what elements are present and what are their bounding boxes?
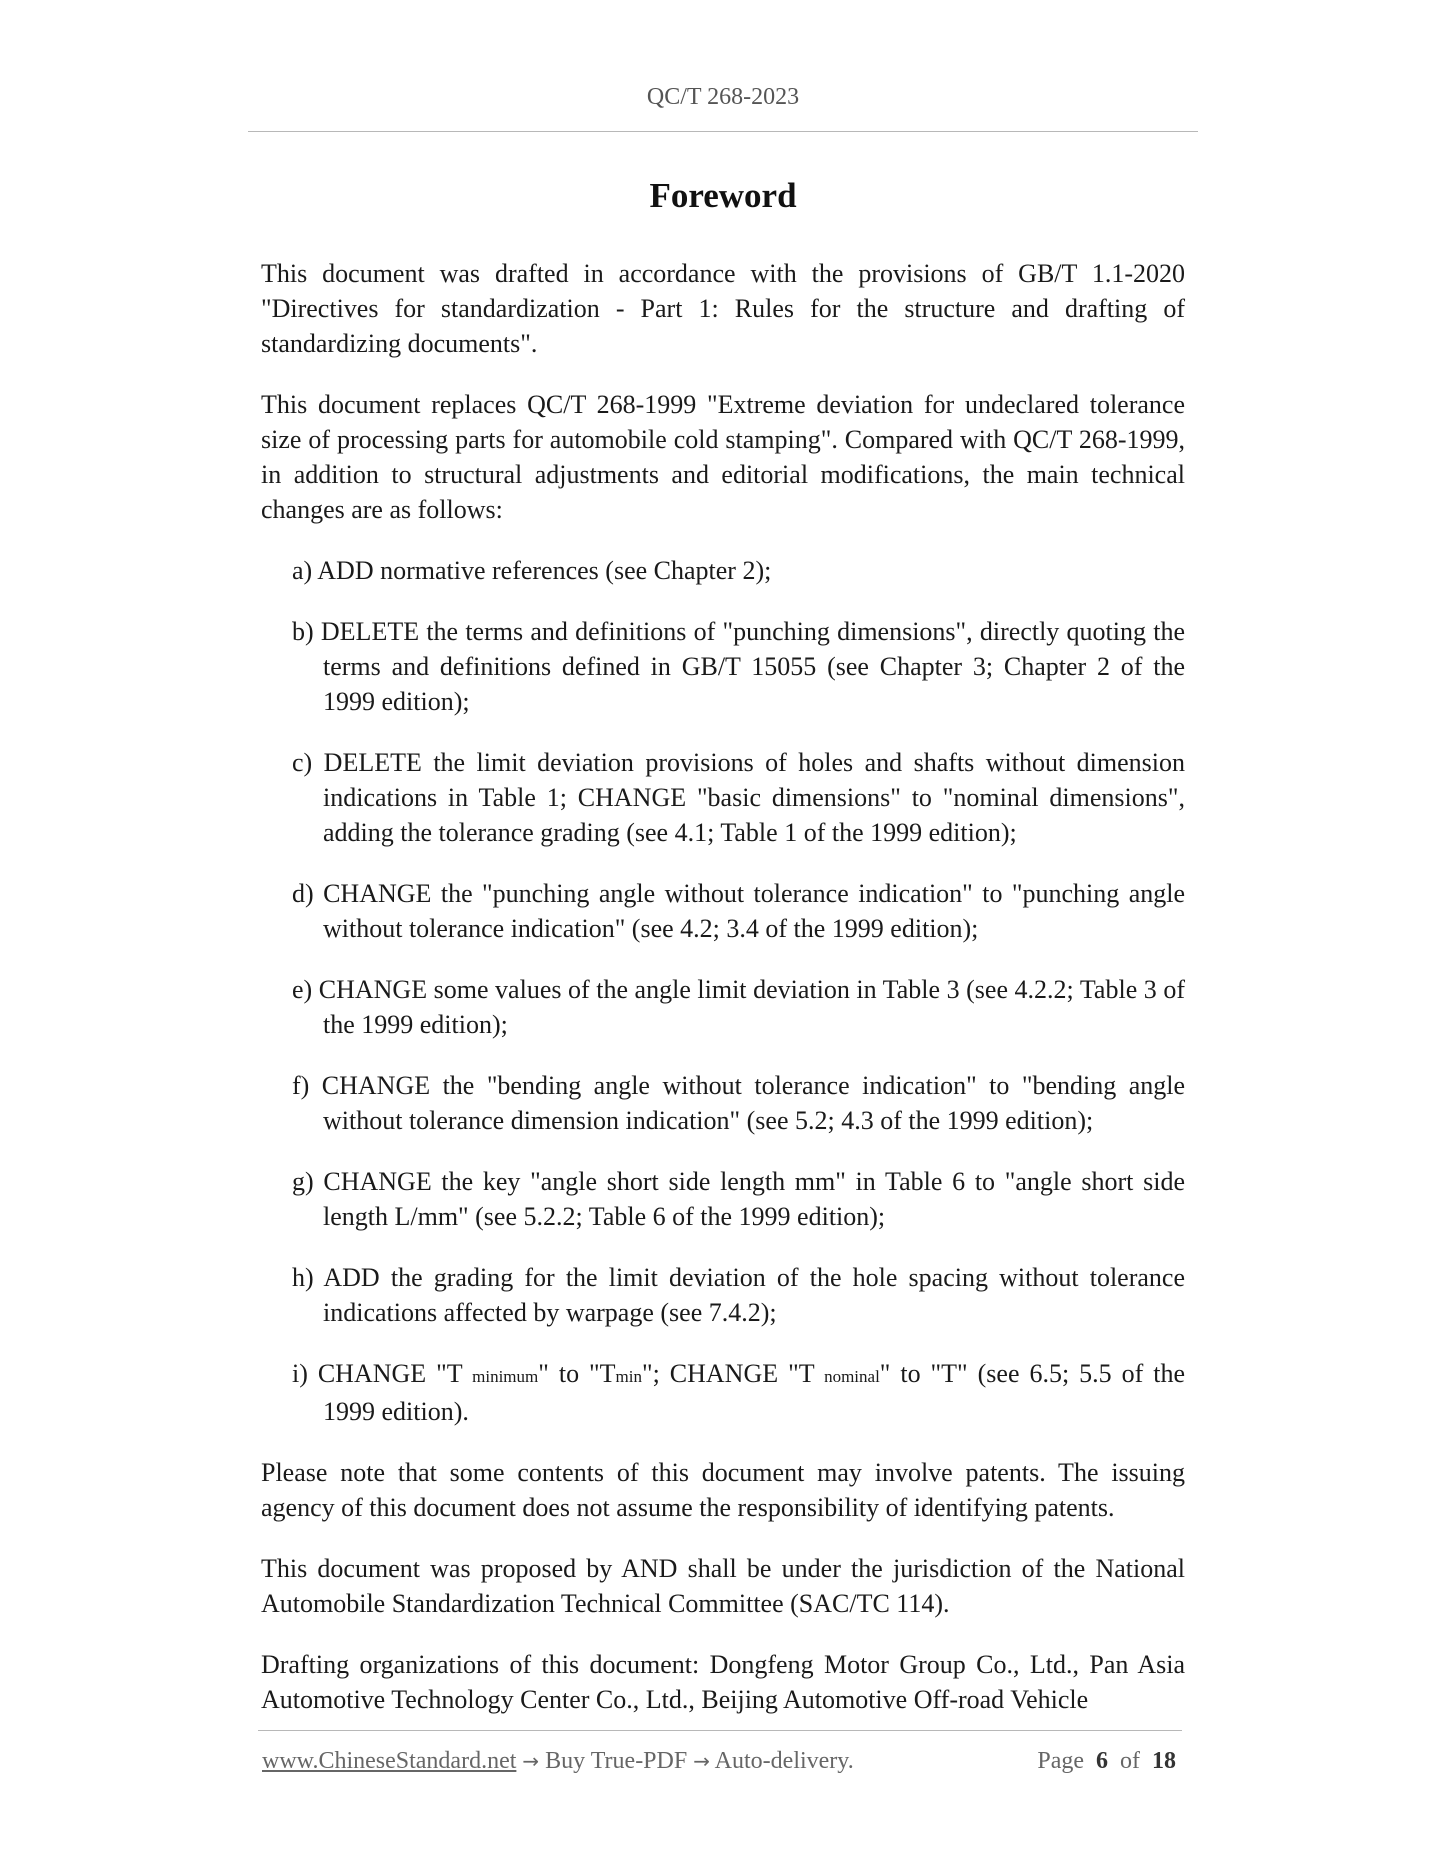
page-label: Page (1037, 1748, 1084, 1774)
change-item-f: f) CHANGE the "bending angle without tolerance indication" to "bending angle without tolerance dimension indication" (see 5.2; 4.3 of the 1999 edition); (292, 1071, 1185, 1135)
page-of-label: of (1120, 1748, 1140, 1774)
page-indicator (1037, 1748, 1176, 1775)
change-item-e: e) CHANGE some values of the angle limit deviation in Table 3 (see 4.2.2; Table 3 of the 1999 edition); (292, 975, 1185, 1039)
change-i-text-3: "; CHANGE "T (641, 1359, 825, 1388)
page-title: Foreword (649, 176, 797, 215)
paragraph-jurisdiction: This document was proposed by AND shall be under the jurisdiction of the National Automobile Standardization Technical Committee (SAC/TC 114). (261, 1554, 1185, 1618)
change-i-text-1: i) CHANGE "T (292, 1359, 473, 1388)
page-footer (262, 1748, 1176, 1775)
footer-buy-text: Buy True-PDF (545, 1748, 688, 1774)
change-item-c: c) DELETE the limit deviation provisions of holes and shafts without dimension indications in Table 1; CHANGE "basic dimensions" to "nominal dimensions", adding the tolerance grading (see 4.1; Table 1 of the 1999 edition); (292, 748, 1185, 847)
arrow-right-icon: → (693, 1749, 710, 1773)
paragraph-patents: Please note that some contents of this document may involve patents. The issuing agency of this document does not assume the responsibility of identifying patents. (261, 1458, 1185, 1522)
subscript-nominal: nominal (824, 1367, 880, 1386)
subscript-min: min (615, 1367, 642, 1386)
change-item-h: h) ADD the grading for the limit deviation of the hole spacing without tolerance indications affected by warpage (see 7.4.2); (292, 1263, 1185, 1327)
paragraph-replacement: This document replaces QC/T 268-1999 "Extreme deviation for undeclared tolerance size of processing parts for automobile cold stamping". Compared with QC/T 268-1999, in addition to structural adjustments and editorial modifications, the main technical changes are as follows: (261, 390, 1185, 524)
change-item-a: a) ADD normative references (see Chapter 2); (292, 556, 772, 585)
change-item-g: g) CHANGE the key "angle short side length mm" in Table 6 to "angle short side length L/mm" (see 5.2.2; Table 6 of the 1999 edition); (292, 1167, 1185, 1231)
document-body (261, 170, 1185, 1743)
paragraph-drafting-organizations: Drafting organizations of this document: Dongfeng Motor Group Co., Ltd., Pan Asia Automotive Technology Center Co., Ltd., Beijing Automotive Off-road Vehicle (261, 1650, 1185, 1714)
footer-divider (258, 1730, 1182, 1731)
change-i-text-4: " to "T" (see 6.5; 5.5 of the 1999 edition). (323, 1359, 1185, 1426)
page-header: QC/T 268-2023 (646, 84, 800, 110)
footer-promo (262, 1748, 854, 1775)
current-page-number: 6 (1096, 1748, 1108, 1774)
footer-delivery-text: Auto-delivery. (714, 1748, 854, 1774)
change-item-d: d) CHANGE the "punching angle without tolerance indication" to "punching angle without tolerance indication" (see 4.2; 3.4 of the 1999 edition); (292, 879, 1185, 943)
total-page-count: 18 (1152, 1748, 1176, 1774)
website-link[interactable]: www.ChineseStandard.net (262, 1748, 517, 1774)
changes-list (261, 553, 1185, 1429)
subscript-minimum: minimum (472, 1367, 539, 1386)
change-i-text-2: " to "T (538, 1359, 616, 1388)
arrow-right-icon: → (522, 1749, 540, 1773)
paragraph-drafting-rules: This document was drafted in accordance with the provisions of GB/T 1.1-2020 "Directives for standardization - Part 1: Rules for the structure and drafting of standardizing documents". (261, 259, 1185, 358)
header-divider (248, 131, 1198, 132)
change-item-i (292, 1356, 1185, 1429)
change-item-b: b) DELETE the terms and definitions of "punching dimensions", directly quoting the terms and definitions defined in GB/T 15055 (see Chapter 3; Chapter 2 of the 1999 edition); (292, 617, 1185, 716)
